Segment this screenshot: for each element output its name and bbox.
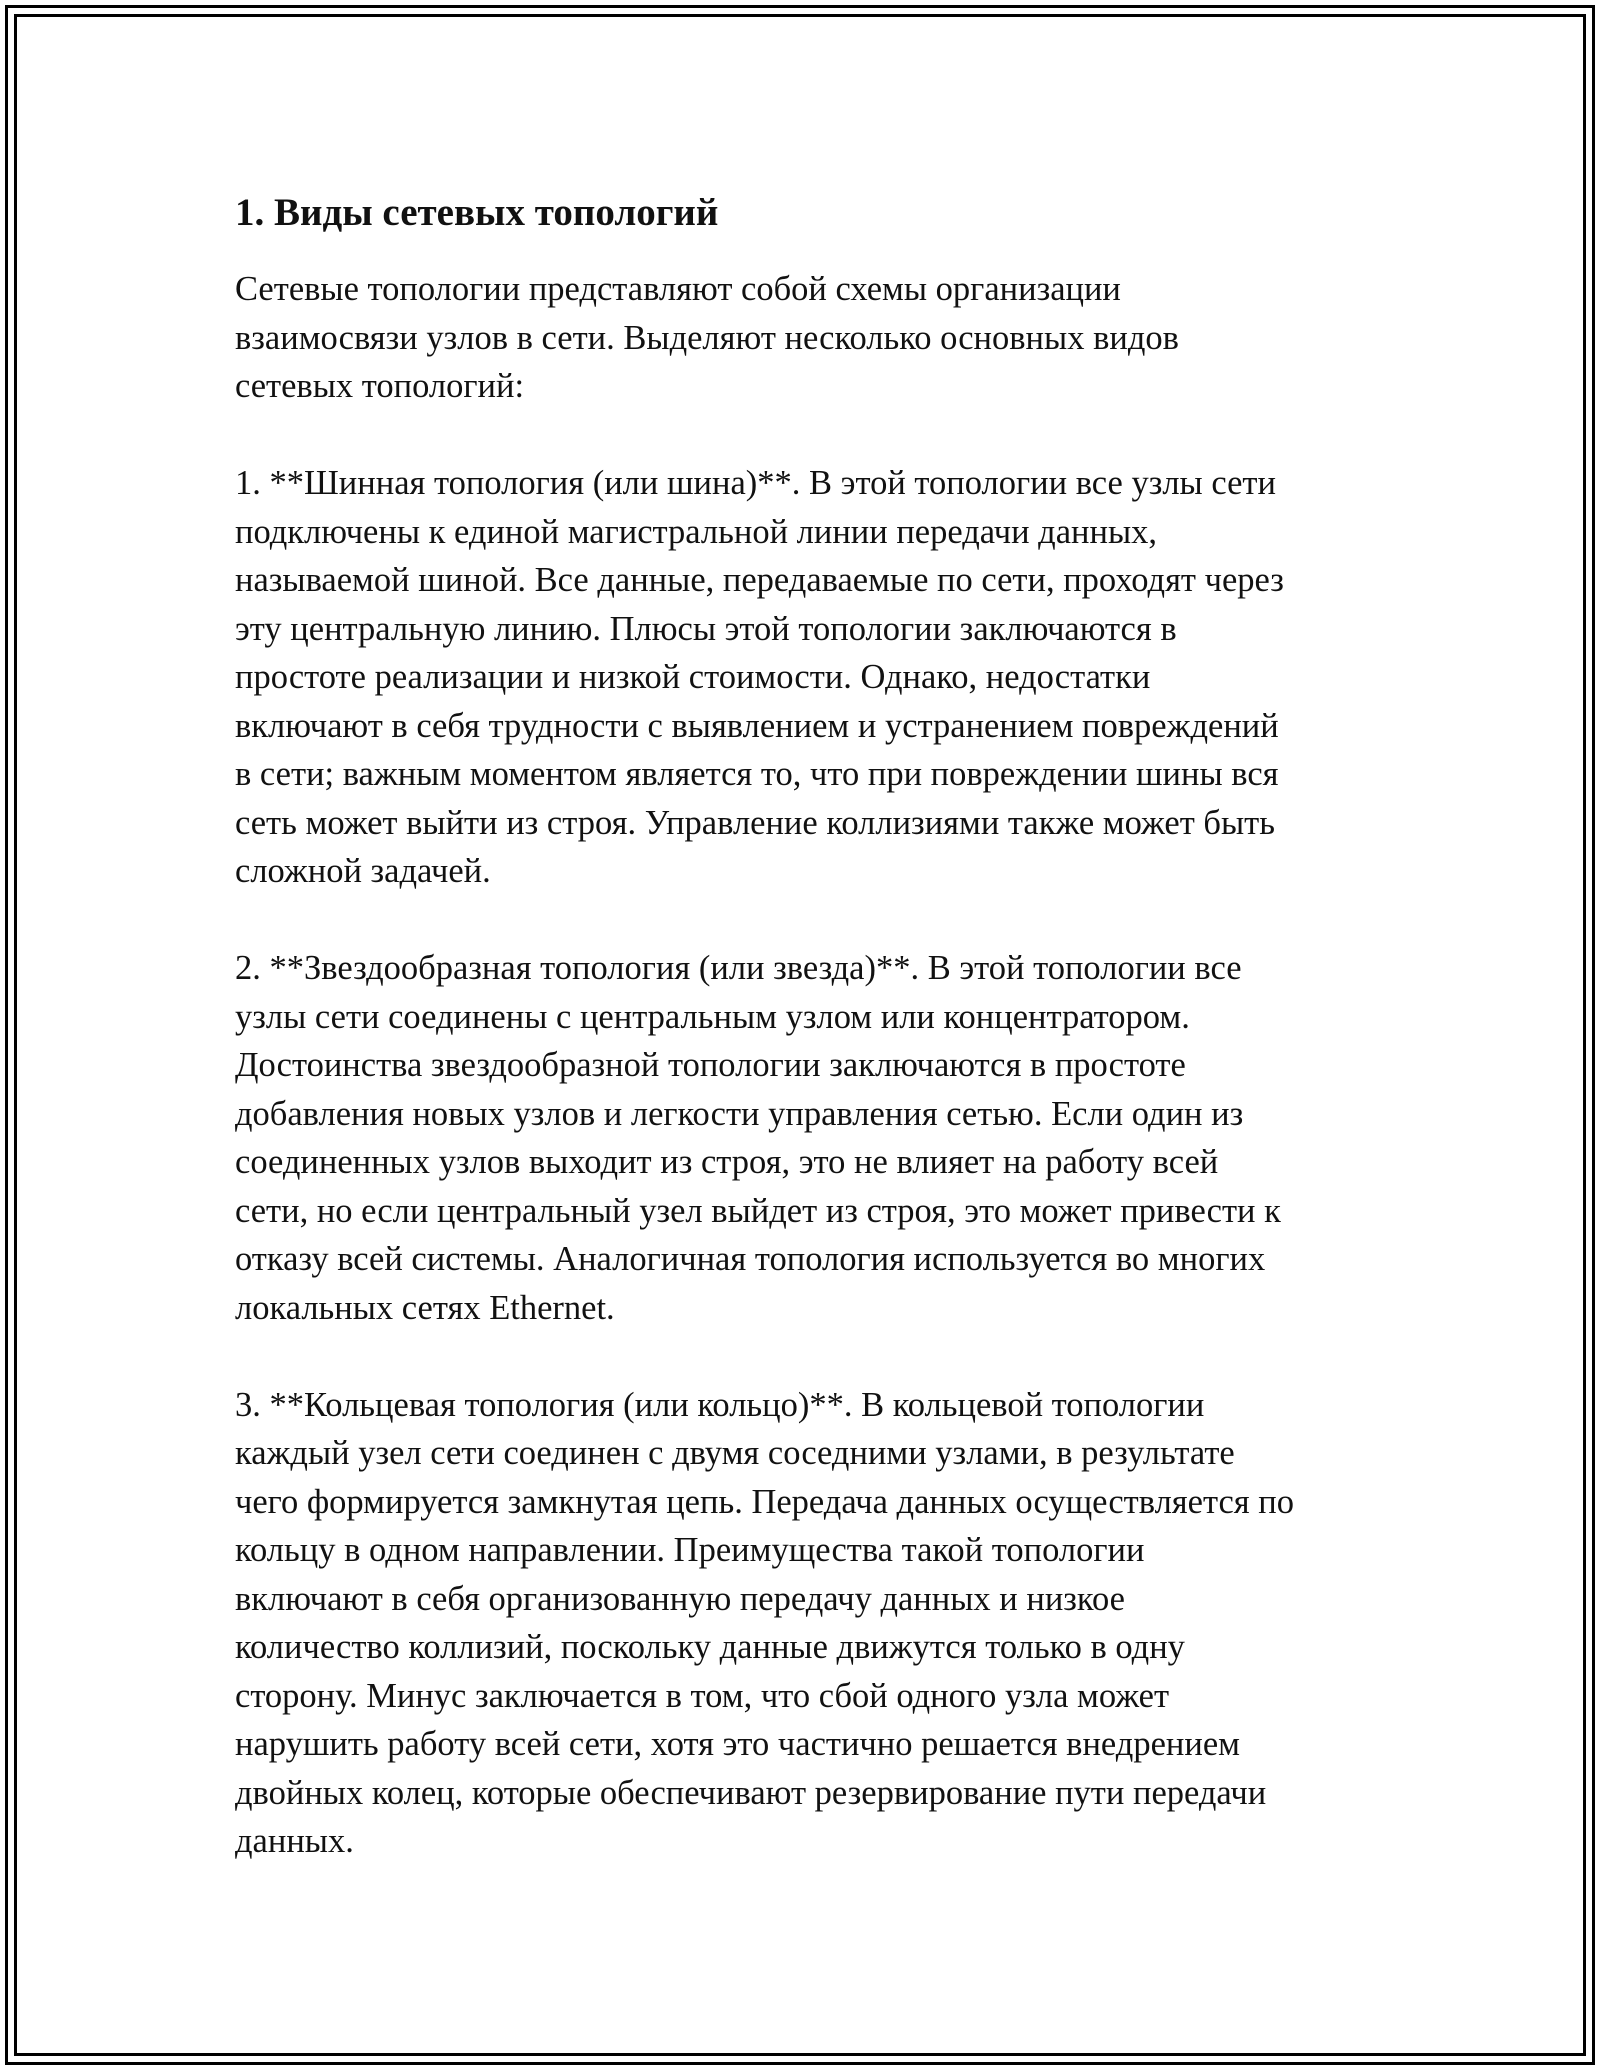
bus-topology-paragraph: 1. **Шинная топология (или шина)**. В этой топологии все узлы сети подключены к единой магистральной линии передачи данных, называемой шиной. Все данные, передаваемые по сети, проходят через эту центральную линию. Плюсы этой топологии заключаются в простоте реализации и низкой стоимости. Однако, недостатки включают в себя трудности с выявлением и устранением повреждений в сети; важным моментом является то, что при повреждении шины вся сеть может выйти из строя. Управление коллизиями также может быть сложной задачей. xyxy=(235,464,1284,890)
document-body xyxy=(235,188,1385,1914)
star-topology-paragraph: 2. **Звездообразная топология (или звезда)**. В этой топологии все узлы сети соединены с центральным узлом или концентратором. Достоинства звездообразной топологии заключаются в простоте добавления новых узлов и легкости управления сетью. Если один из соединенных узлов выходит из строя, это не влияет на работу всей сети, но если центральный узел выйдет из строя, это может привести к отказу всей системы. Аналогичная топология используется во многих локальных сетях Ethernet. xyxy=(235,949,1281,1327)
ring-topology-paragraph: 3. **Кольцевая топология (или кольцо)**. В кольцевой топологии каждый узел сети соединен с двумя соседними узлами, в результате чего формируется замкнутая цепь. Передача данных осуществляется по кольцу в одном направлении. Преимущества такой топологии включают в себя организованную передачу данных и низкое количество коллизий, поскольку данные движутся только в одну сторону. Минус заключается в том, что сбой одного узла может нарушить работу всей сети, хотя это частично решается внедрением двойных колец, которые обеспечивают резервирование пути передачи данных. xyxy=(235,1385,1294,1860)
intro-paragraph: Сетевые топологии представляют собой схемы организации взаимосвязи узлов в сети. Выделяют несколько основных видов сетевых топологий: xyxy=(235,270,1179,405)
section-heading: 1. Виды сетевых топологий xyxy=(235,191,719,234)
